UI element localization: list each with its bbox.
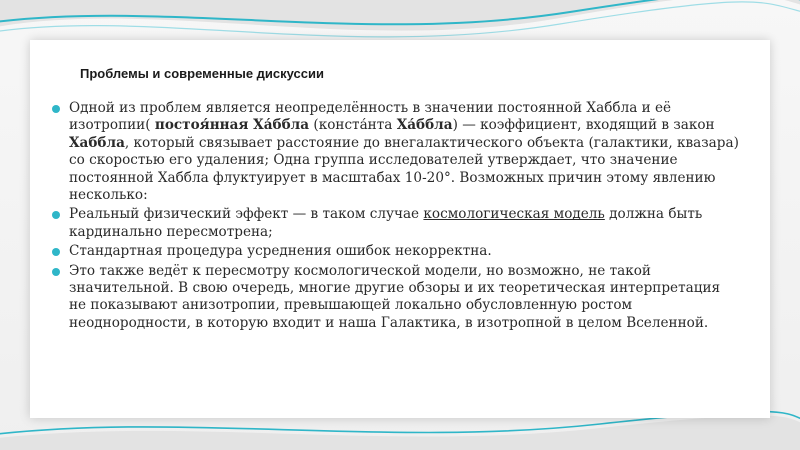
list-item [50,243,740,260]
bullet-icon [52,248,60,256]
list-item [50,263,740,333]
item-text: Это также ведёт к пересмотру космологической модели, но возможно, не такой значительной. В свою очередь, многие другие обзоры и их теоретическая интерпретация не показывают анизотропии, превышающей локально обусловленную ростом неоднородности, в которую входит и наша Галактика, в изотропной в целом Вселенной. [69,262,721,331]
item-text: , который связывает расстояние до внегалактического объекта (галактики, квазара) со скоростью его удаления; Одна группа исследователей утверждает, что значение постоянной Хаббла флуктуирует в масштабах 10-20°. Возможных причин этому явлению несколько: [69,134,739,204]
term-hubble: Ха́ббла [396,117,453,134]
bullet-icon [52,211,60,219]
term-hubble-constant: постоя́нная Ха́ббла [154,117,310,134]
term-hubble-law: Хаббла [69,134,125,151]
slide-title: Проблемы и современные дискуссии [80,66,324,81]
cosmological-model-link[interactable]: космологическая модель [423,206,605,223]
item-text: Одной из проблем является неопределённость в значении постоянной Хаббла и её изотропии( [69,100,672,134]
list-item [50,100,740,204]
bullet-icon [52,268,60,276]
list-item [50,206,740,241]
item-text: Стандартная процедура усреднения ошибок некорректна. [69,243,492,260]
item-text: Реальный физический эффект — в таком случае [69,206,424,223]
item-text: должна быть кардинально пересмотрена; [69,206,703,240]
item-text: ) — коэффициент, входящий в закон [452,117,715,134]
bullet-list [50,100,740,334]
bullet-icon [52,105,60,113]
item-text: (конста́нта [309,117,397,134]
